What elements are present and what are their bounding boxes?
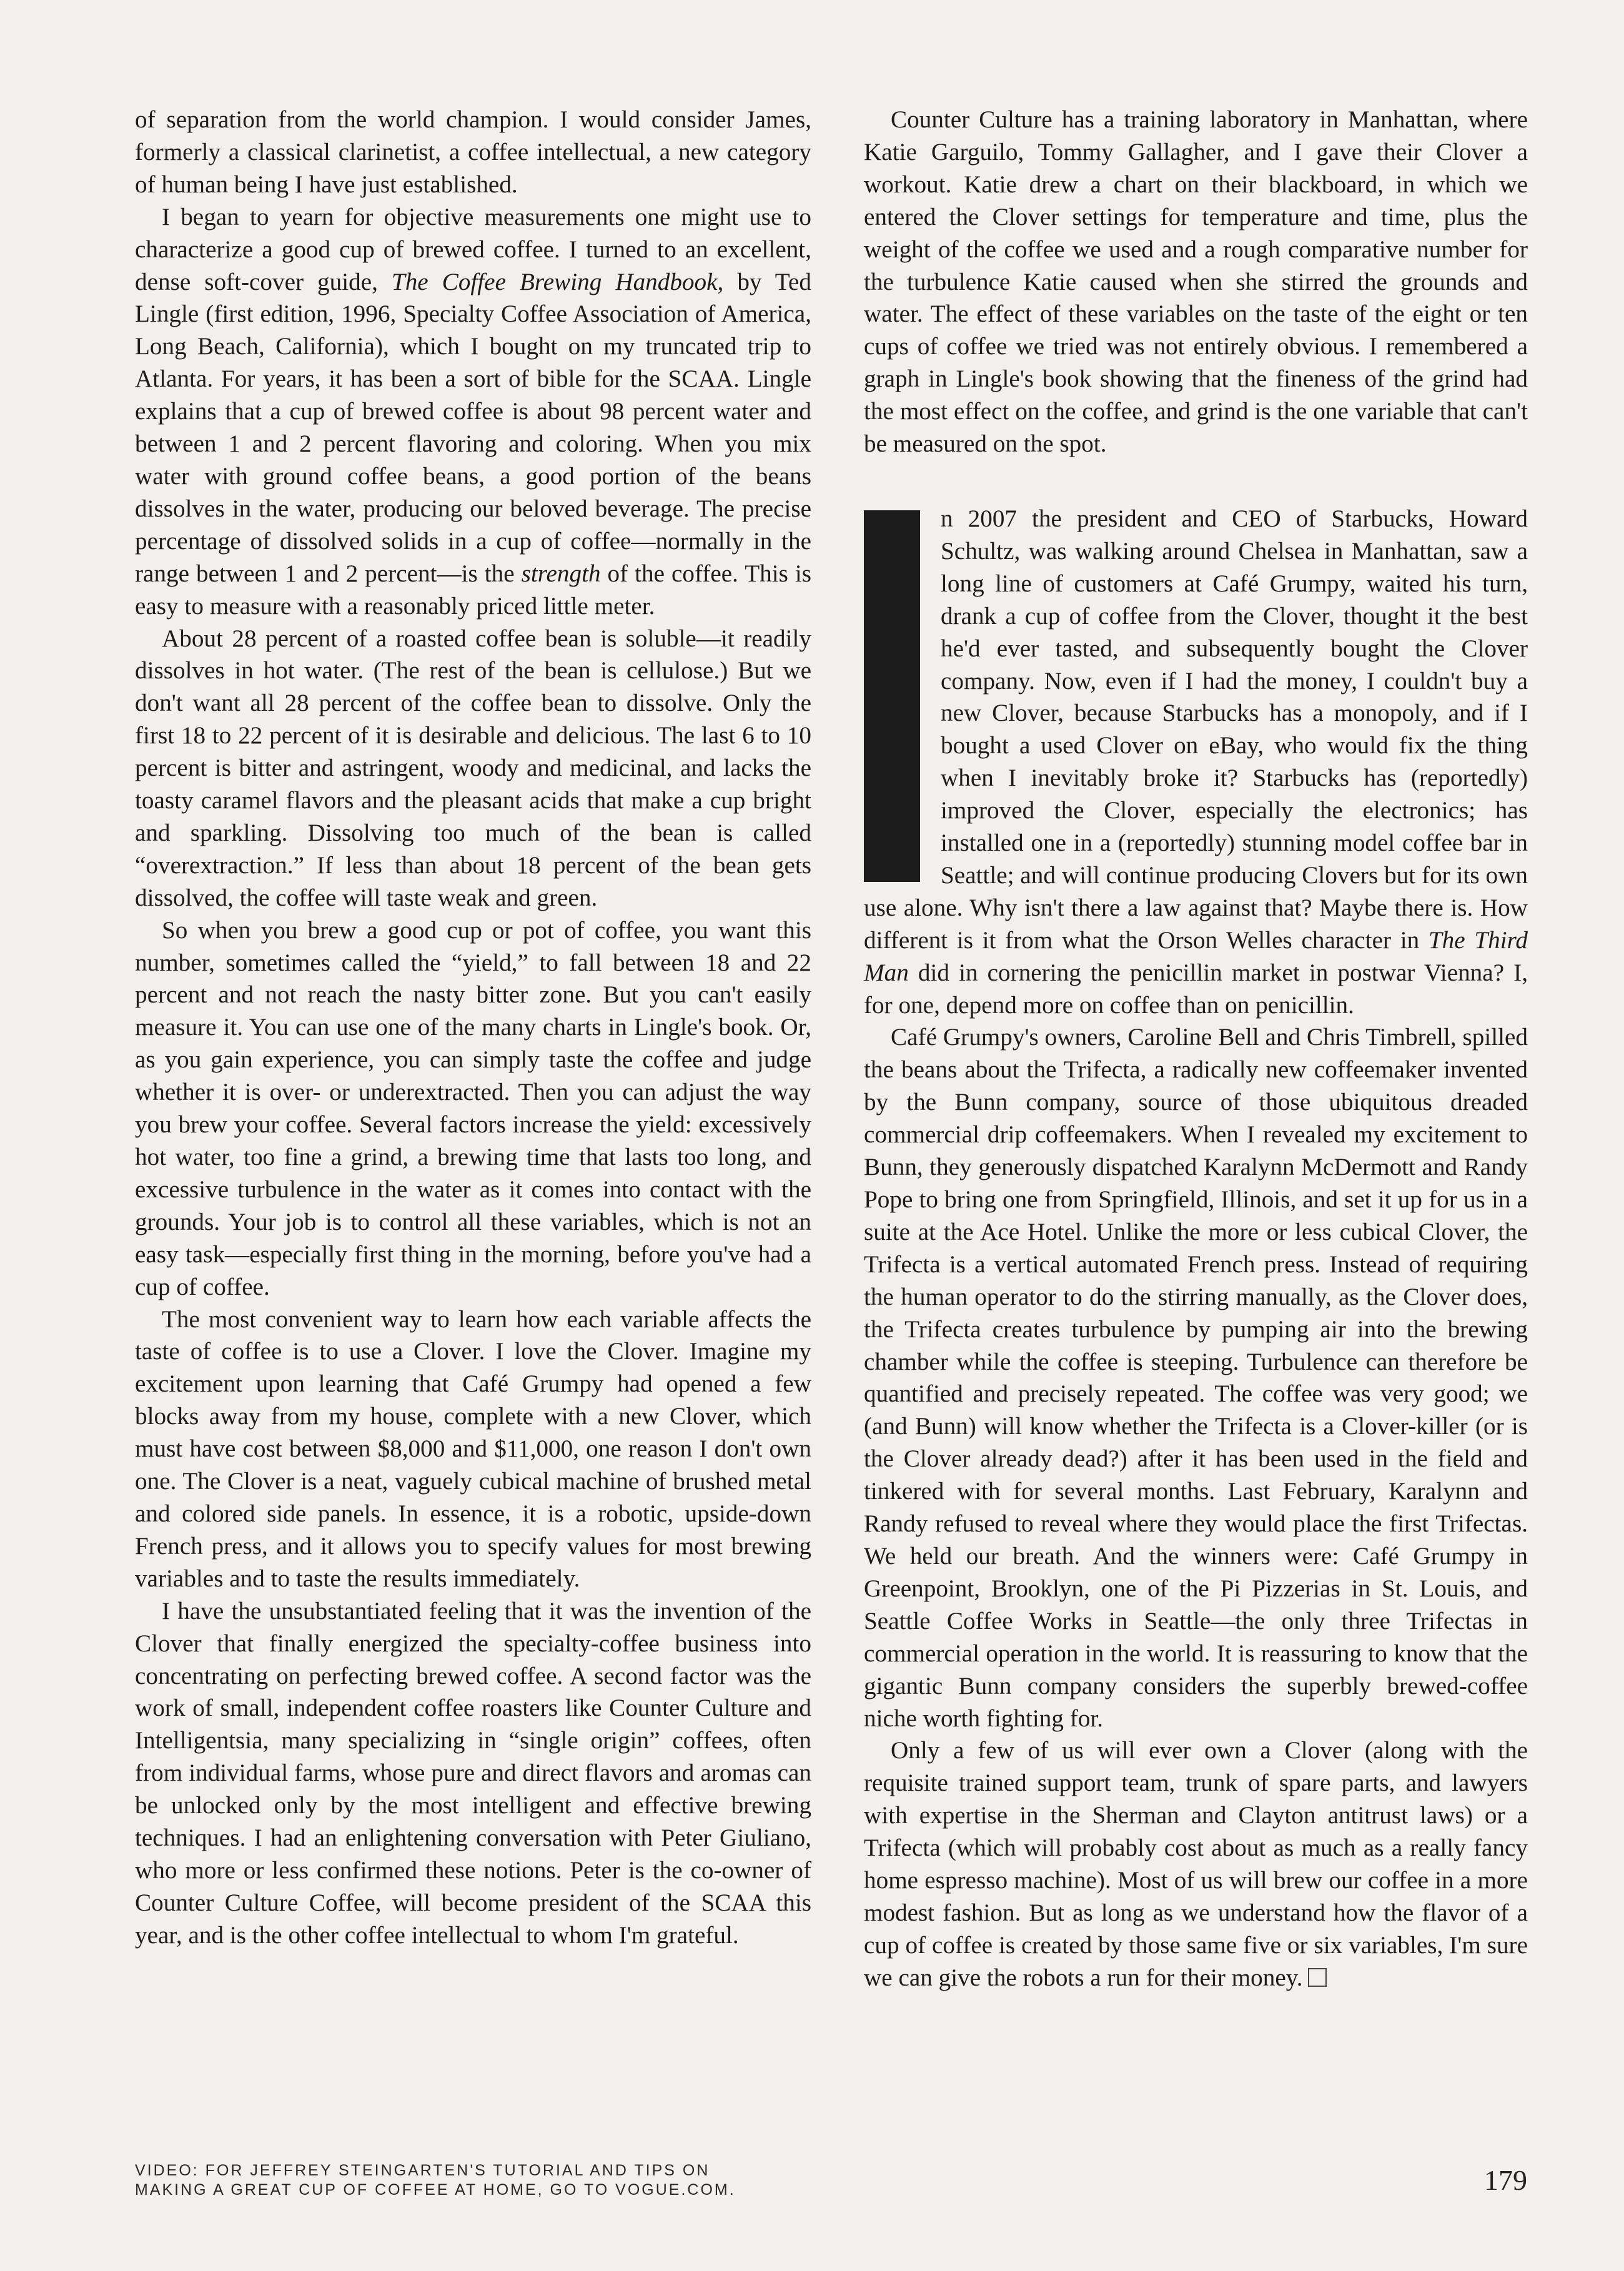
footnote-line: VIDEO: FOR JEFFREY STEINGARTEN'S TUTORIAL AND TIPS ON: [135, 2162, 710, 2179]
book-title: The Coffee Brewing Handbook,: [391, 268, 724, 295]
paragraph: About 28 percent of a roasted coffee bean is soluble—it readily dissolves in hot water. (The rest of the bean is cellulose.) But we don't want all 28 percent of the coffee bean to dissolve. Only the first 18 to 22 percent of it is desirable and delicious. The last 6 to 10 percent is bitter and astringent, woody and medicinal, and lacks the toasty caramel flavors and the pleasant acids that make a cup bright and sparkling. Dissolving too much of the bean is called “overextraction.” If less than about 18 percent of the bean gets dissolved, the coffee will taste weak and green.: [135, 625, 811, 911]
paragraph: I have the unsubstantiated feeling that it was the invention of the Clover that finally energized the specialty-coffee business into concentrating on perfecting brewed coffee. A second factor was the work of small, independent coffee roasters like Counter Culture and Intelligentsia, many specializing in “single origin” coffees, often from individual farms, whose pure and direct flavors and aromas can be unlocked only by the most intelligent and effective brewing techniques. I had an enlightening conversation with Peter Giuliano, who more or less confirmed these notions. Peter is the co-owner of Counter Culture Coffee, will become president of the SCAA this year, and is the other coffee intellectual to whom I'm grateful.: [135, 1597, 811, 1949]
video-footnote: [135, 2161, 736, 2200]
paragraph: So when you brew a good cup or pot of coffee, you want this number, sometimes called the “yield,” to fall between 18 and 22 percent and not reach the nasty bitter zone. But you can't easily measure it. You can use one of the many charts in Lingle's book. Or, as you gain experience, you can simply taste the coffee and judge whether it is over- or underextracted. Then you can adjust the way you brew your coffee. Several factors increase the yield: excessively hot water, too fine a grind, a brewing time that lasts too long, and excessive turbulence in the water as it comes into contact with the grounds. Your job is to control all these variables, which is not an easy task—especially first thing in the morning, before you've had a cup of coffee.: [135, 916, 811, 1300]
paragraph: The most convenient way to learn how each variable affects the taste of coffee is to use a Clover. I love the Clover. Imagine my excitement upon learning that Café Grumpy had opened a few blocks away from my house, complete with a new Clover, which must have cost between $8,000 and $11,000, one reason I don't own one. The Clover is a neat, vaguely cubical machine of brushed metal and colored side panels. In essence, it is a robotic, upside-down French press, and it allows you to specify values for most brewing variables and to taste the results immediately.: [135, 1305, 811, 1592]
footnote-line: MAKING A GREAT CUP OF COFFEE AT HOME, GO TO VOGUE.COM.: [135, 2181, 736, 2199]
paragraph-text: I began to yearn for objective measurements one might use to characterize a good cup of brewed coffee. I turned to an excellent, dense soft-cover guide,: [135, 203, 811, 295]
paragraph-text: of the coffee. This is easy to measure with a reasonably priced little meter.: [135, 560, 811, 620]
paragraph-with-dropcap: [864, 503, 1528, 1022]
paragraph-text: Only a few of us will ever own a Clover (along with the requisite trained support team, trunk of spare parts, and lawyers with expertise in the Sherman and Clayton antitrust laws) or a Trifecta (which will probably cost about as much as a really fancy home espresso machine). Most of us will brew our coffee in a more modest fashion. But as long as we understand how the flavor of a cup of coffee is created by those same five or six variables, I'm sure we can give the robots a run for their money.: [864, 1737, 1528, 1991]
article-right-column: [864, 104, 1528, 1994]
paragraph: of separation from the world champion. I would consider James, formerly a classical clarinetist, a coffee intellectual, a new category of human being I have just established.: [135, 106, 811, 198]
film-title: The Third Man: [864, 926, 1528, 986]
paragraph-text: n 2007 the president and CEO of Starbucks, Howard Schultz, was walking around Chelsea in Manhattan, saw a long line of customers at Café Grumpy, waited his turn, drank a cup of coffee from the Clover, thought it the best he'd ever tasted, and subsequently bought the Clover company. Now, even if I had the money, I couldn't buy a new Clover, because Starbucks has a monopoly, and if I bought a used Clover on eBay, who would fix the thing when I inevitably broke it? Starbucks has (reportedly) improved the Clover, especially the electronics; has installed one in a (reportedly) stunning model coffee bar in Seattle; and will continue producing Clovers but for its own use alone. Why isn't there a law against that? Maybe there is. How different is it from what the Orson Welles character in: [864, 505, 1528, 954]
paragraph: [135, 201, 811, 623]
section-break: [864, 460, 1528, 503]
paragraph: [864, 1734, 1528, 1994]
paragraph-text: did in cornering the penicillin market in postwar Vienna? I, for one, depend more on coffee than on penicillin.: [864, 959, 1528, 1019]
page-number: 179: [1484, 2164, 1527, 2196]
paragraph: Counter Culture has a training laboratory in Manhattan, where Katie Garguilo, Tommy Gallagher, and I gave their Clover a workout. Katie drew a chart on their blackboard, in which we entered the Clover settings for temperature and time, plus the weight of the coffee we used and a rough comparative number for the turbulence Katie caused when she stirred the grounds and water. The effect of these variables on the taste of the eight or ten cups of coffee we tried was not entirely obvious. I remembered a graph in Lingle's book showing that the fineness of the grind had the most effect on the coffee, and grind is the one variable that can't be measured on the spot.: [864, 106, 1528, 458]
drop-cap: [864, 510, 920, 882]
paragraph-text: by Ted Lingle (first edition, 1996, Specialty Coffee Association of America, Long Beach, California), which I bought on my truncated trip to Atlanta. For years, it has been a sort of bible for the SCAA. Lingle explains that a cup of brewed coffee is about 98 percent water and between 1 and 2 percent flavoring and coloring. When you mix water with ground coffee beans, a good portion of the beans dissolves in the water, producing our beloved beverage. The precise percentage of dissolved solids in a cup of coffee—normally in the range between 1 and 2 percent—is the: [135, 268, 811, 587]
article-left-column: [135, 104, 811, 1952]
paragraph: Café Grumpy's owners, Caroline Bell and Chris Timbrell, spilled the beans about the Trifecta, a radically new coffeemaker invented by the Bunn company, source of those ubiquitous dreaded commercial drip coffeemakers. When I revealed my excitement to Bunn, they generously dispatched Karalynn McDermott and Randy Pope to bring one from Springfield, Illinois, and set it up for us in a suite at the Ace Hotel. Unlike the more or less cubical Clover, the Trifecta is a vertical automated French press. Instead of requiring the human operator to do the stirring manually, as the Clover does, the Trifecta creates turbulence by pumping air into the brewing chamber while the coffee is steeping. Turbulence can therefore be quantified and precisely repeated. The coffee was very good; we (and Bunn) will know whether the Trifecta is a Clover-killer (or is the Clover already dead?) after it has been used in the field and tinkered with for several months. Last February, Karalynn and Randy refused to reveal where they would place the first Trifectas. We held our breath. And the winners were: Café Grumpy in Greenpoint, Brooklyn, one of the Pi Pizzerias in St. Louis, and Seattle Coffee Works in Seattle—the only three Trifectas in commercial operation in the world. It is reassuring to know that the gigantic Bunn company considers the superbly brewed-coffee niche worth fighting for.: [864, 1024, 1528, 1732]
end-mark-icon: [1308, 1968, 1327, 1987]
emphasis: strength: [521, 560, 601, 587]
